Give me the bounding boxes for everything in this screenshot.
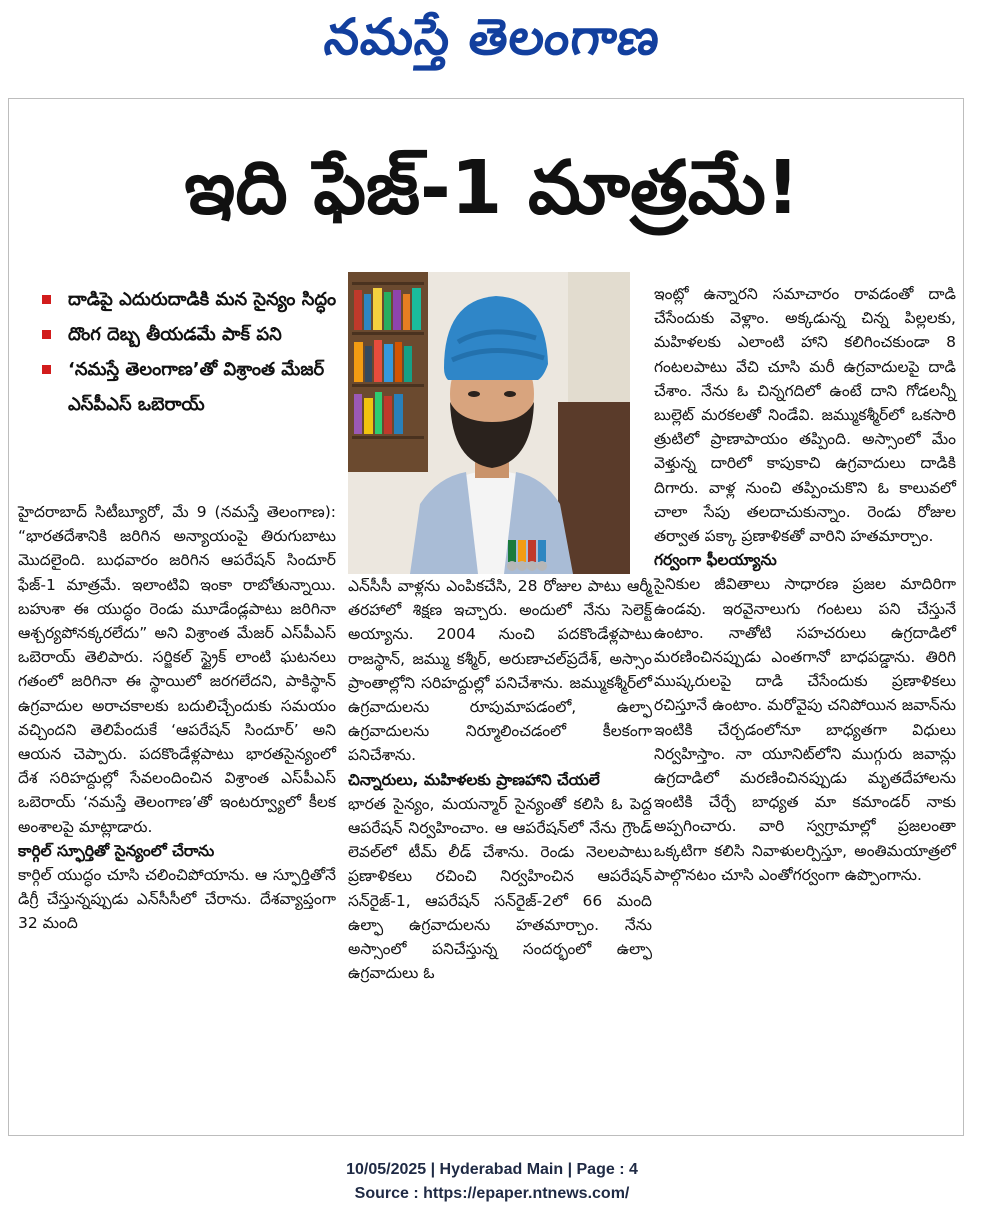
article-subheading: గర్వంగా ఫీలయ్యాను [654, 551, 777, 570]
major-portrait-photo [348, 272, 630, 574]
bullet-square-icon [42, 295, 51, 304]
headline: ఇది ఫేజ్-1 మాత్రమే! [184, 145, 800, 231]
article-column-3 [654, 282, 956, 887]
highlight-item [38, 282, 338, 317]
newspaper-logo: నమస్తే తెలంగాణ [321, 8, 664, 66]
article-column-2 [348, 574, 652, 985]
article-column-1 [18, 500, 336, 936]
article-paragraph: హైదరాబాద్ సిటీబ్యూరో, మే 9 (నమస్తే తెలంగాణ): “భారతదేశానికి జరిగిన అన్యాయంపై తిరుగుబాటు మొదలైంది. బుధవారం జరిగిన ఆపరేషన్ సిందూర్ ఫేజ్-1 మాత్రమే. ఇలాంటివి ఇంకా రాబోతున్నాయి. బహుశా ఈ యుద్ధం రెండు మూడేండ్లపాటు జరిగినా ఆశ్చర్యపోనక్కరలేదు” అని విశ్రాంత మేజర్ ఎస్‌పీఎస్ ఒబెరాయ్ తెలిపారు. సర్జికల్ స్ట్రైక్ లాంటి ఘటనలు గతంలో జరిగినా ఈ స్థాయిలో జరగలేదని, పాకిస్థాన్ ఉగ్రవాదుల అరాచకాలకు బదులిచ్చేందుకు సమయం వచ్చిందని తెలిపేందుకే ‘ఆపరేషన్ సిందూర్’ అని ఆయన చెప్పారు. పదకొండేళ్లపాటు భారతసైన్యంలో దేశ సరిహద్దుల్లో సేవలందించిన విశ్రాంత ఎస్‌పీఎస్ ఒబెరాయ్ ‘నమస్తే తెలంగాణ’తో ఇంటర్వ్యూలో కీలక అంశాలపై మాట్లాడారు. [18, 503, 336, 836]
highlight-item [38, 352, 338, 422]
article-paragraph: సైనికుల జీవితాలు సాధారణ ప్రజల మాదిరిగా ఉండవు. ఇరవైనాలుగు గంటలు పని చేస్తునే ఉంటాం. నాతోటి సహచరులు ఉగ్రదాడిలో మరణించినప్పుడు ఎంతగానో బాధపడ్డాను. తిరిగి ముష్కరులపై దాడి చేసేందుకు ప్రణాళికలు రచిస్తూనే ఉంటాం. మరోవైపు చనిపోయిన జవాన్‌ను ఇంటికి చేర్చడంలోనూ బాధ్యతగా విధులు నిర్వహిస్తాం. నా యూనిట్‌లోని ముగ్గురు జవాన్లు ఉగ్రదాడిలో మరణించినప్పుడు మృతదేహాలను ఇంటికి చేర్చే బాధ్యత మా కమాండర్ నాకు అప్పగించారు. వారి స్వగ్రామాల్లో ప్రజలంతా ఒక్కటిగా కలిసి నివాళులర్పిస్తూ, అంతిమయాత్రలో పాల్గొనటం చూసి ఎంతోగర్వంగా ఉప్పొంగాను. [654, 575, 956, 884]
highlight-text: దొంగ దెబ్బ తీయడమే పాక్ పని [68, 324, 282, 345]
highlight-text: ‘నమస్తే తెలంగాణ’తో విశ్రాంత మేజర్ ఎస్‌పీఎస్ ఒబెరాయ్ [68, 359, 325, 415]
highlights-list [38, 282, 338, 422]
article-subheading: చిన్నారులు, మహిళలకు ప్రాణహాని చేయలే [348, 770, 600, 789]
article-paragraph: ఎన్‌సీసీ వాళ్లను ఎంపికచేసి, 28 రోజుల పాటు ఆర్మీ తరహాలో శిక్షణ ఇచ్చారు. అందులో నేను సెలెక్ట్ అయ్యాను. 2004 నుంచి పదకొండేళ్లపాటు రాజస్థాన్, జమ్ము కశ్మీర్, అరుణాచల్‌ప్రదేశ్, అస్సాం ప్రాంతాల్లోని సరిహద్దుల్లో పనిచేశాను. జమ్ముకశ్మీర్‌లో ఉగ్రవాదులను రూపుమాపడంలో, ఉల్ఫా ఉగ్రవాదులను నిర్మూలించడంలో కీలకంగా పనిచేశాను. [348, 577, 652, 765]
article-paragraph: కార్గిల్ యుద్ధం చూసి చలించిపోయాను. ఆ స్ఫూర్తితోనే డిగ్రీ చేస్తున్నప్పుడు ఎన్‌సీసీలో చేరాను. దేశవ్యాప్తంగా 32 మంది [18, 866, 336, 933]
portrait-illustration [348, 272, 630, 574]
highlight-item [38, 317, 338, 352]
source-link[interactable]: Source : https://epaper.ntnews.com/ [354, 1185, 630, 1202]
highlight-text: దాడిపై ఎదురుదాడికి మన సైన్యం సిద్ధం [68, 289, 337, 310]
page-footer [0, 1158, 984, 1206]
article-paragraph: ఇంట్లో ఉన్నారని సమాచారం రావడంతో దాడి చేసేందుకు వెళ్లాం. అక్కడున్న చిన్న పిల్లలకు, మహిళలకు ఎలాంటి హాని కలిగించకుండా 8 గంటలపాటు వేచి చూసి మరీ ఉగ్రవాదులపై దాడి చేశాం. నేను ఓ చిన్నగదిలో ఉంటే దాని గోడలన్నీ బుల్లెట్ మరకలతో నిండేవి. జమ్ముకశ్మీర్‌లో ఒకసారి త్రుటిలో ప్రాణాపాయం తప్పింది. అస్సాంలో మేం వెళ్తున్న దారిలో కాపుకాచి ఉగ్రవాదులు దాడికి దిగారు. వాళ్ల నుంచి తప్పించుకొని ఓ కాలువలో చాలా సేపు తలదాచుకున్నాం. రెండు రోజుల తర్వాత పక్కా ప్రణాళికతో వారిని హతమార్చాం. [654, 285, 956, 546]
masthead [0, 0, 984, 88]
article-paragraph: భారత సైన్యం, మయన్మార్ సైన్యంతో కలిసి ఓ పెద్ద ఆపరేషన్ నిర్వహించాం. ఆ ఆపరేషన్‌లో నేను గ్రౌండ్ లెవల్‌లో టీమ్ లీడ్ చేశాను. రెండు నెలలపాటు ప్రణాళికలు రచించి నిర్వహించిన ఆపరేషన్ సన్‌రైజ్-1, ఆపరేషన్ సన్‌రైజ్-2లో 66 మంది ఉల్ఫా ఉగ్రవాదులను హతమార్చాం. నేను అస్సాంలో పనిచేస్తున్న సందర్భంలో ఉల్ఫా ఉగ్రవాదులు ఓ [348, 794, 652, 983]
article-subheading: కార్గిల్ స్ఫూర్తితో సైన్యంలో చేరాను [18, 841, 215, 860]
bullet-square-icon [42, 365, 51, 374]
edition-info: 10/05/2025 | Hyderabad Main | Page : 4 [346, 1161, 638, 1178]
bullet-square-icon [42, 330, 51, 339]
